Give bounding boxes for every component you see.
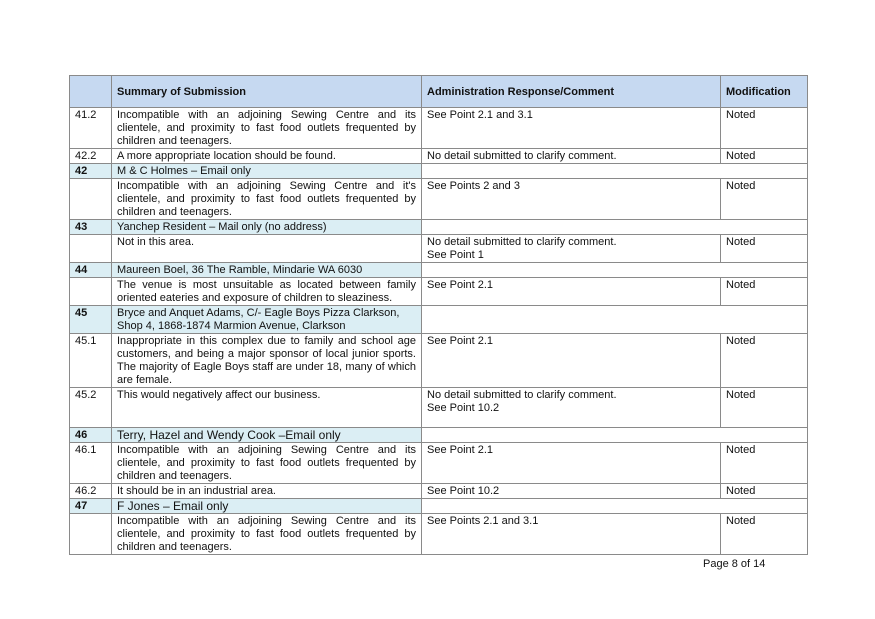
summary-cell: It should be in an industrial area. <box>112 484 422 499</box>
item-number: 42.2 <box>70 149 112 164</box>
summary-cell: Not in this area. <box>112 235 422 263</box>
table-row <box>70 179 808 220</box>
item-number <box>70 179 112 220</box>
item-number: 46.2 <box>70 484 112 499</box>
table-row <box>70 484 808 499</box>
table-row <box>70 235 808 263</box>
submitter-name: M & C Holmes – Email only <box>112 164 422 179</box>
table-row <box>70 443 808 484</box>
submitter-row <box>70 428 808 443</box>
modification-cell: Noted <box>721 484 808 499</box>
submitter-name: Maureen Boel, 36 The Ramble, Mindarie WA 6030 <box>112 263 422 278</box>
modification-cell: Noted <box>721 108 808 149</box>
empty-cell <box>422 263 808 278</box>
submitter-number: 43 <box>70 220 112 235</box>
submitter-number: 46 <box>70 428 112 443</box>
submitter-name: Yanchep Resident – Mail only (no address) <box>112 220 422 235</box>
item-number: 45.1 <box>70 334 112 388</box>
empty-cell <box>422 428 808 443</box>
item-number <box>70 278 112 306</box>
submitter-row <box>70 164 808 179</box>
submitter-row <box>70 220 808 235</box>
table-row <box>70 149 808 164</box>
response-cell: No detail submitted to clarify comment. <box>422 149 721 164</box>
modification-cell: Noted <box>721 179 808 220</box>
submitter-name: Terry, Hazel and Wendy Cook –Email only <box>112 428 422 443</box>
summary-cell: This would negatively affect our business. <box>112 388 422 428</box>
table-row <box>70 278 808 306</box>
table-row <box>70 334 808 388</box>
modification-cell: Noted <box>721 514 808 555</box>
submitter-number: 47 <box>70 499 112 514</box>
response-cell: See Point 10.2 <box>422 484 721 499</box>
response-cell: No detail submitted to clarify comment. See Point 1 <box>422 235 721 263</box>
table-row <box>70 514 808 555</box>
response-cell: See Point 2.1 <box>422 334 721 388</box>
submitter-number: 45 <box>70 306 112 334</box>
submitter-name: F Jones – Email only <box>112 499 422 514</box>
submitter-row <box>70 263 808 278</box>
empty-cell <box>422 220 808 235</box>
table-body <box>70 108 808 555</box>
summary-cell: Incompatible with an adjoining Sewing Centre and it's clientele, and proximity to fast food outlets frequented by children and teenagers. <box>112 179 422 220</box>
response-cell: See Point 2.1 <box>422 278 721 306</box>
modification-cell: Noted <box>721 334 808 388</box>
submissions-table <box>69 75 808 555</box>
modification-cell: Noted <box>721 443 808 484</box>
header-response: Administration Response/Comment <box>422 76 721 108</box>
table-header-row <box>70 76 808 108</box>
modification-cell: Noted <box>721 388 808 428</box>
summary-cell: Incompatible with an adjoining Sewing Centre and its clientele, and proximity to fast food outlets frequented by children and teenagers. <box>112 108 422 149</box>
submitter-row <box>70 306 808 334</box>
header-modification: Modification <box>721 76 808 108</box>
summary-cell: Inappropriate in this complex due to family and school age customers, and being a major sponsor of local junior sports. The majority of Eagle Boys staff are under 18, many of which are female. <box>112 334 422 388</box>
item-number: 46.1 <box>70 443 112 484</box>
empty-cell <box>422 306 808 334</box>
page-number: Page 8 of 14 <box>703 558 766 570</box>
table-row <box>70 108 808 149</box>
response-cell: See Points 2 and 3 <box>422 179 721 220</box>
header-summary: Summary of Submission <box>112 76 422 108</box>
response-cell: See Point 2.1 <box>422 443 721 484</box>
item-number <box>70 235 112 263</box>
modification-cell: Noted <box>721 235 808 263</box>
submitter-number: 42 <box>70 164 112 179</box>
table-row <box>70 388 808 428</box>
submitter-row <box>70 499 808 514</box>
item-number: 41.2 <box>70 108 112 149</box>
submitter-number: 44 <box>70 263 112 278</box>
item-number <box>70 514 112 555</box>
item-number: 45.2 <box>70 388 112 428</box>
modification-cell: Noted <box>721 278 808 306</box>
summary-cell: Incompatible with an adjoining Sewing Centre and its clientele, and proximity to fast food outlets frequented by children and teenagers. <box>112 514 422 555</box>
header-number <box>70 76 112 108</box>
summary-cell: Incompatible with an adjoining Sewing Centre and its clientele, and proximity to fast food outlets frequented by children and teenagers. <box>112 443 422 484</box>
submitter-name: Bryce and Anquet Adams, C/- Eagle Boys Pizza Clarkson, Shop 4, 1868-1874 Marmion Avenue, Clarkson <box>112 306 422 334</box>
response-cell: See Point 2.1 and 3.1 <box>422 108 721 149</box>
summary-cell: A more appropriate location should be found. <box>112 149 422 164</box>
empty-cell <box>422 499 808 514</box>
empty-cell <box>422 164 808 179</box>
response-cell: No detail submitted to clarify comment. See Point 10.2 <box>422 388 721 428</box>
modification-cell: Noted <box>721 149 808 164</box>
summary-cell: The venue is most unsuitable as located between family oriented eateries and exposure of children to sleaziness. <box>112 278 422 306</box>
response-cell: See Points 2.1 and 3.1 <box>422 514 721 555</box>
